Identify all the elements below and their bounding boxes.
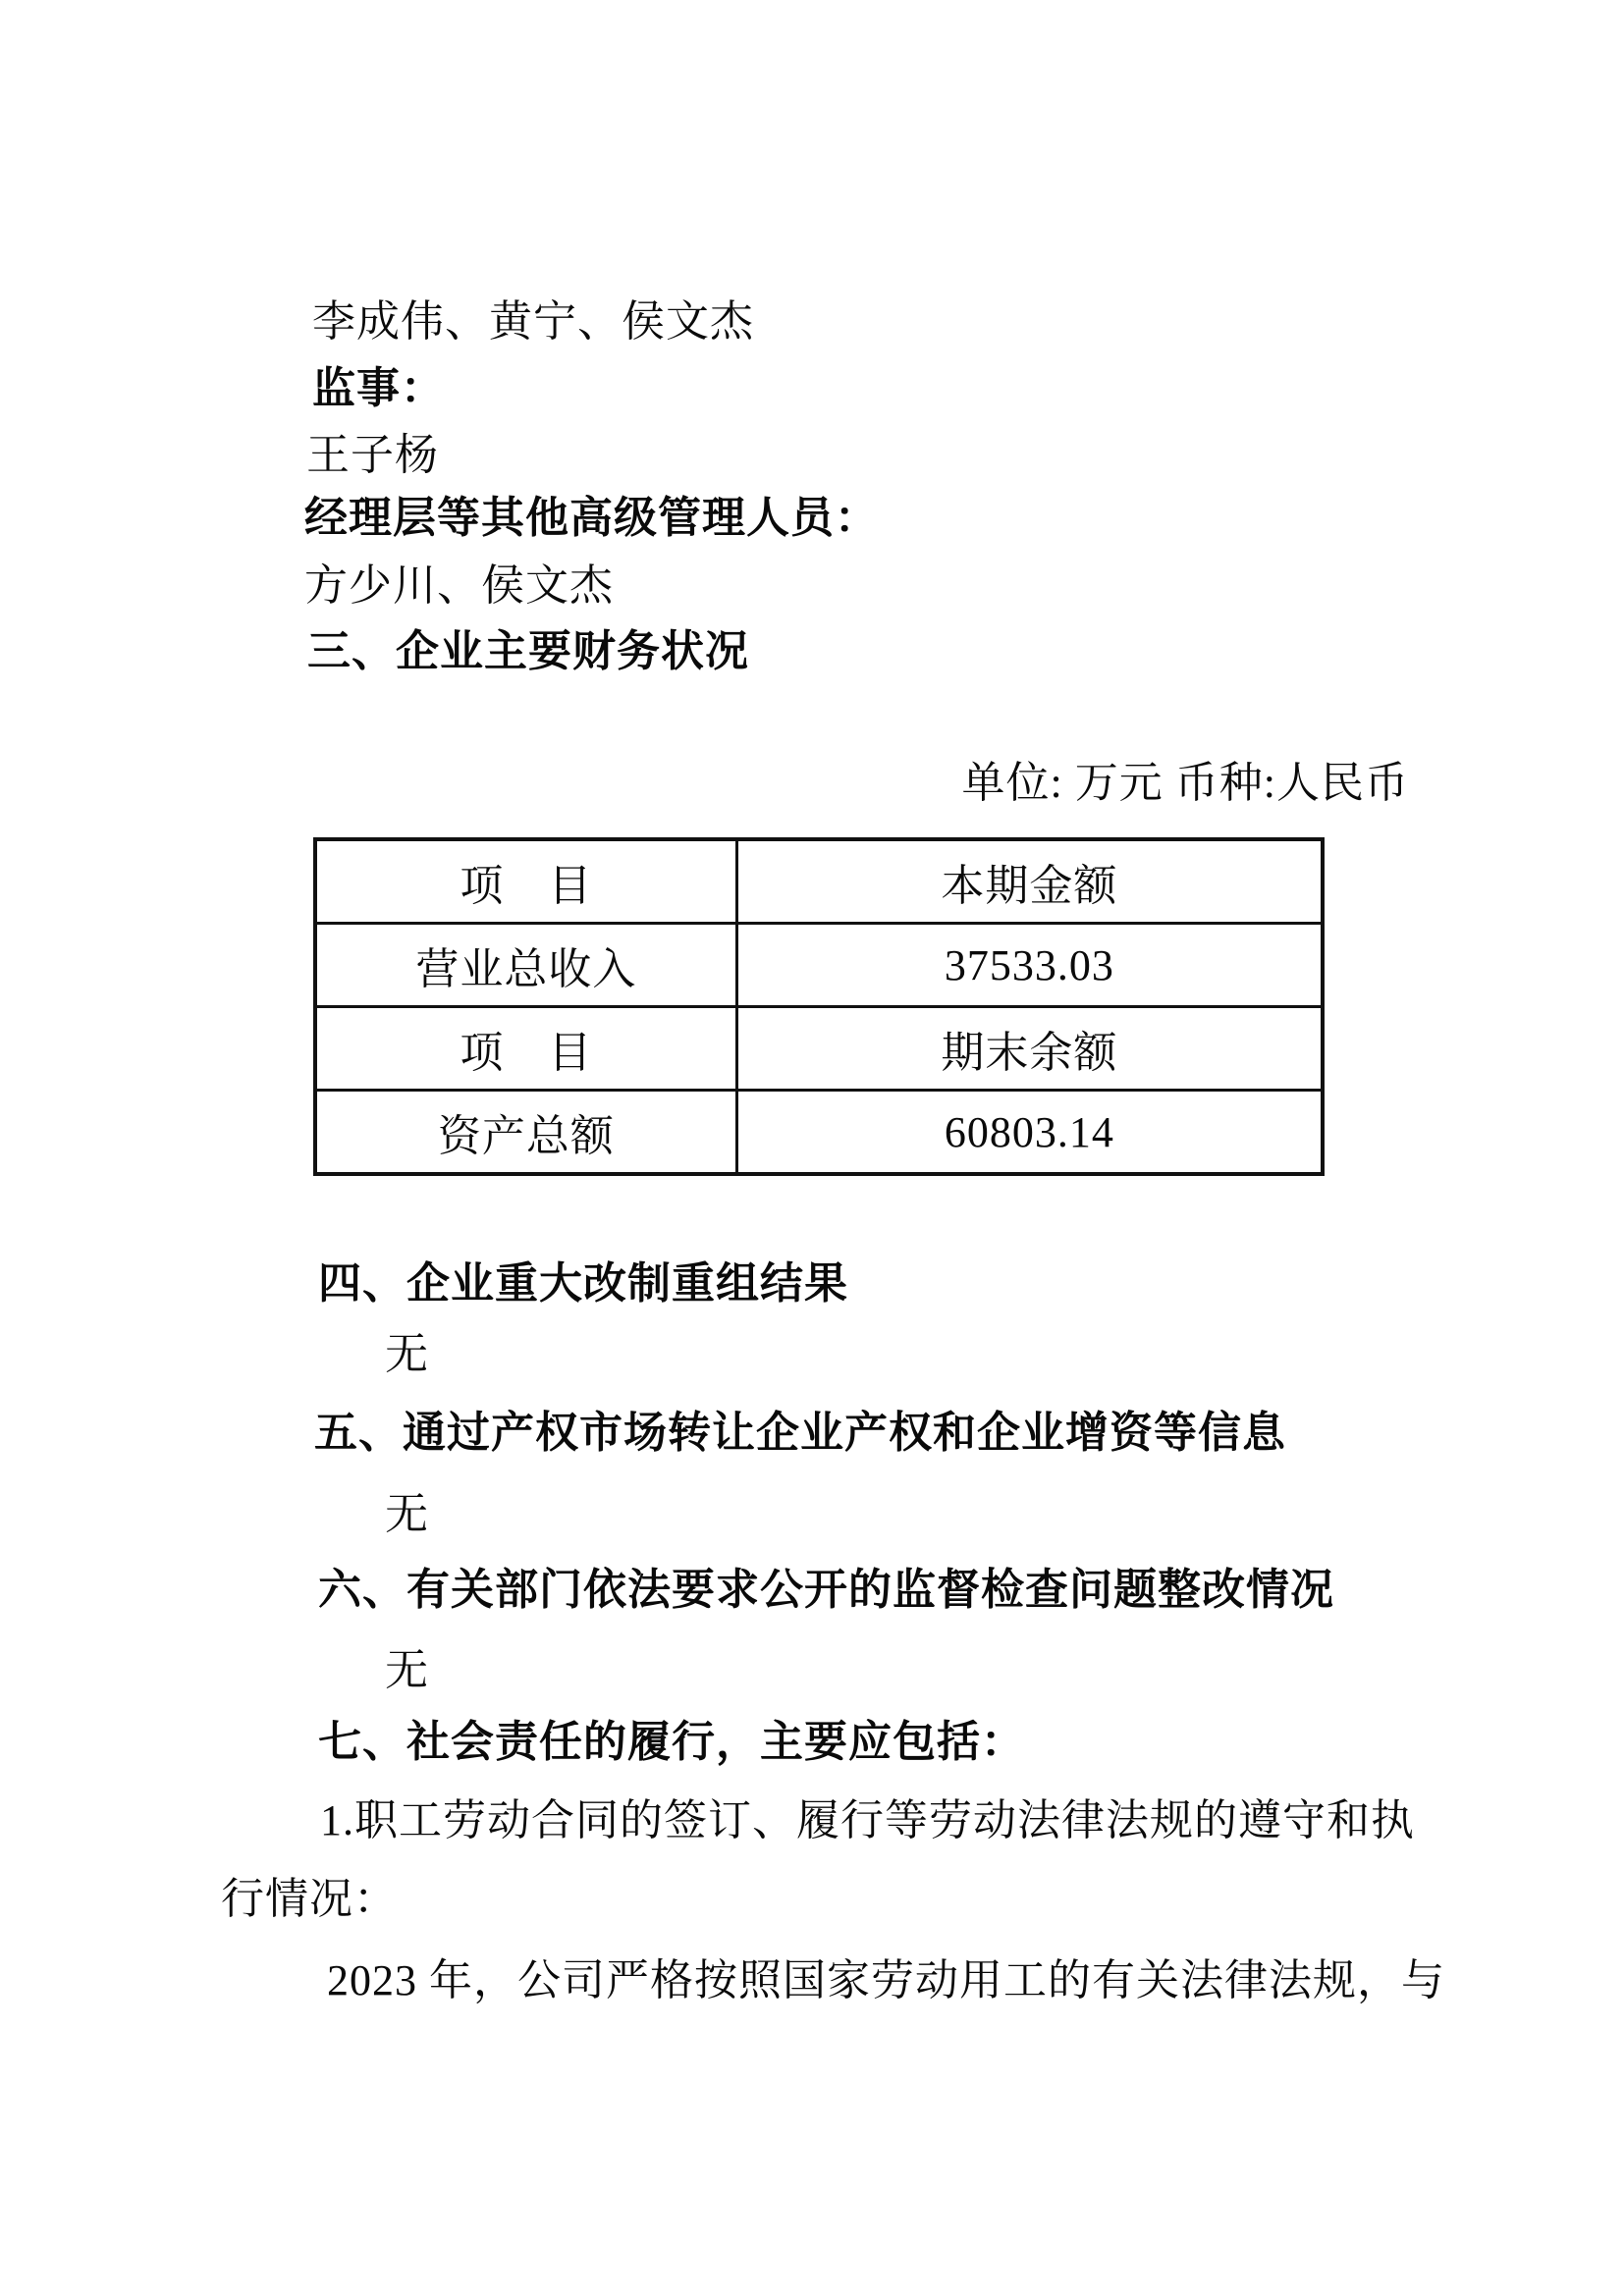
management-heading: 经理层等其他高级管理人员：: [304, 494, 879, 542]
supervisor-name-line: 王子杨: [306, 431, 439, 479]
table-cell-current-amount-header: 本期金额: [736, 839, 1323, 924]
section3-heading: 三、企业主要财务状况: [307, 627, 749, 675]
table-cell-assets-value: 60803.14: [736, 1091, 1323, 1175]
table-row: [315, 1007, 1323, 1091]
unit-currency-note: 单位: 万元 币种:人民币: [961, 759, 1409, 807]
table-row: [315, 1091, 1323, 1175]
paragraph1-line2: 行情况：: [221, 1875, 398, 1923]
section4-content: 无: [385, 1330, 429, 1378]
finance-table: [313, 837, 1325, 1176]
table-row: [315, 924, 1323, 1007]
supervisors-list-line: 李成伟、黄宁、侯文杰: [312, 297, 754, 346]
table-cell-revenue-value: 37533.03: [736, 924, 1323, 1007]
table-cell-ending-balance-header: 期末余额: [736, 1007, 1323, 1091]
section5-content: 无: [385, 1490, 429, 1538]
section6-heading: 六、有关部门依法要求公开的监督检查问题整改情况: [318, 1566, 1334, 1614]
table-cell-assets-label: 资产总额: [315, 1091, 736, 1175]
section4-heading: 四、企业重大改制重组结果: [318, 1259, 848, 1308]
table-cell-item-header: 项 目: [315, 839, 736, 924]
section6-content: 无: [385, 1646, 429, 1694]
table-row: [315, 839, 1323, 924]
section7-heading: 七、社会责任的履行，主要应包括：: [318, 1718, 1025, 1766]
supervisor-heading: 监事：: [312, 364, 445, 412]
table-cell-item-header2: 项 目: [315, 1007, 736, 1091]
section5-heading: 五、通过产权市场转让企业产权和企业增资等信息: [314, 1409, 1286, 1457]
table-cell-revenue-label: 营业总收入: [315, 924, 736, 1007]
management-names-line: 方少川、侯文杰: [304, 561, 614, 610]
paragraph2-line1: 2023 年，公司严格按照国家劳动用工的有关法律法规，与: [327, 1956, 1445, 2004]
paragraph1-line1: 1.职工劳动合同的签订、履行等劳动法律法规的遵守和执: [320, 1796, 1415, 1844]
